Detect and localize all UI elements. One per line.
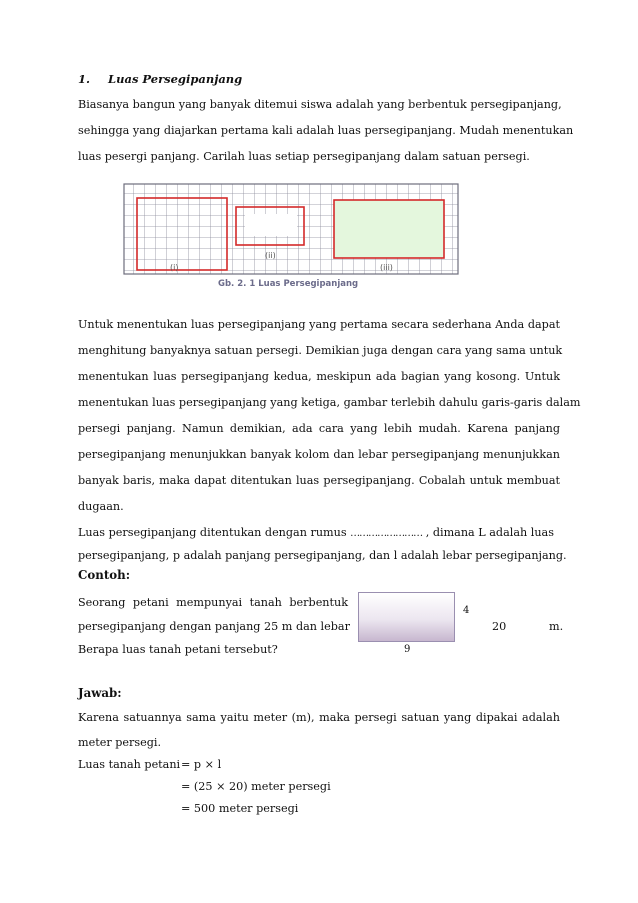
answer-heading: Jawab:	[78, 686, 122, 700]
label-i: (i)	[170, 263, 179, 272]
land-rectangle	[358, 592, 455, 642]
rectangle-iii	[334, 200, 444, 258]
calc-step-2: = (25 × 20) meter persegi	[181, 780, 331, 793]
answer-line-1: Karena satuannya sama yaitu meter (m), maka persegi satuan yang dipakai adalah	[78, 711, 560, 724]
unit-label: m.	[549, 620, 564, 633]
body-line-4: menentukan luas persegipanjang yang ketiga, gambar terlebih dahulu garis-garis dalam	[78, 396, 581, 409]
rectangles-grid-figure	[122, 182, 461, 290]
intro-line-1: Biasanya bangun yang banyak ditemui siswa adalah yang berbentuk persegipanjang,	[78, 98, 562, 111]
section-title: Luas Persegipanjang	[108, 72, 243, 86]
label-iii: (iii)	[380, 263, 393, 272]
figure-caption: Gb. 2. 1 Luas Persegipanjang	[218, 279, 359, 289]
width-value: 20	[492, 620, 507, 633]
side-number-top: 4	[463, 605, 470, 616]
intro-line-2: sehingga yang diajarkan pertama kali adalah luas persegipanjang. Mudah menentukan	[78, 124, 574, 137]
rectangle-ii-empty-part	[245, 214, 297, 236]
formula-line	[78, 526, 560, 541]
section-number: 1.	[78, 72, 91, 86]
body-line-8: dugaan.	[78, 500, 124, 513]
formula-line-2: persegipanjang, p adalah panjang persegipanjang, dan l adalah lebar persegipanjang.	[78, 549, 567, 562]
body-line-5: persegi panjang. Namun demikian, ada cara yang lebih mudah. Karena panjang	[78, 422, 560, 435]
body-line-3: menentukan luas persegipanjang kedua, meskipun ada bagian yang kosong. Untuk	[78, 370, 560, 383]
answer-line-2: meter persegi.	[78, 736, 162, 749]
example-line-2: persegipanjang dengan panjang 25 m dan lebar	[78, 620, 350, 633]
formula-blank: ……………………	[350, 528, 423, 539]
example-line-1: Seorang petani mempunyai tanah berbentuk	[78, 596, 348, 609]
body-line-6: persegipanjang menunjukkan banyak kolom dan lebar persegipanjang menunjukkan	[78, 448, 560, 461]
formula-end: , dimana L adalah luas	[425, 526, 554, 539]
formula-start: Luas persegipanjang ditentukan dengan rumus	[78, 526, 347, 539]
body-line-2: menghitung banyaknya satuan persegi. Demikian juga dengan cara yang sama untuk	[78, 344, 563, 357]
example-heading: Contoh:	[78, 568, 131, 582]
intro-line-3: luas pesergi panjang. Carilah luas setiap persegipanjang dalam satuan persegi.	[78, 150, 530, 163]
side-number-bottom: 9	[404, 644, 411, 655]
calc-step-1: = p × l	[181, 758, 222, 771]
calc-step-3: = 500 meter persegi	[181, 802, 299, 815]
calc-label: Luas tanah petani	[78, 758, 181, 771]
body-line-7: banyak baris, maka dapat ditentukan luas persegipanjang. Cobalah untuk membuat	[78, 474, 560, 487]
example-line-3: Berapa luas tanah petani tersebut?	[78, 643, 278, 656]
section-heading	[78, 72, 560, 86]
body-line-1: Untuk menentukan luas persegipanjang yang pertama secara sederhana Anda dapat	[78, 318, 560, 331]
label-ii: (ii)	[265, 251, 276, 260]
